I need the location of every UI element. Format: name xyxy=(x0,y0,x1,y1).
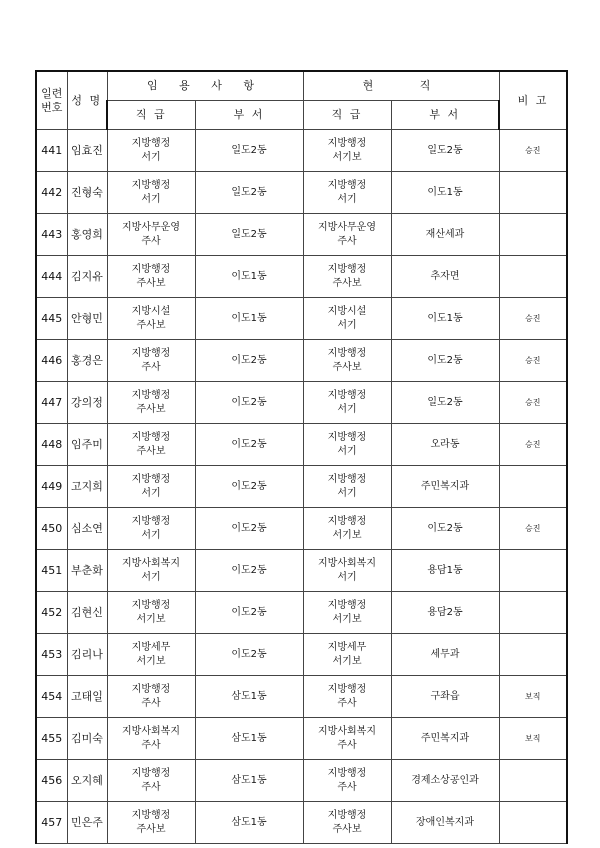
new-grade-series: 지방행정 xyxy=(131,137,171,149)
current-grade xyxy=(303,508,391,550)
new-grade-series: 지방행정 xyxy=(131,431,171,443)
current-grade xyxy=(303,634,391,676)
current-grade-rank: 서기보 xyxy=(332,151,362,163)
current-grade xyxy=(303,340,391,382)
table-row xyxy=(36,130,567,172)
new-grade-rank: 주사보 xyxy=(136,445,166,457)
new-department: 삼도1동 xyxy=(195,718,303,760)
current-grade-rank: 주사 xyxy=(337,781,357,793)
current-grade xyxy=(303,466,391,508)
new-grade-series: 지방행정 xyxy=(131,347,171,359)
new-grade-series: 지방행정 xyxy=(131,599,171,611)
note xyxy=(499,760,567,802)
new-department: 삼도1동 xyxy=(195,676,303,718)
note xyxy=(499,214,567,256)
new-grade xyxy=(107,424,195,466)
person-name: 진형숙 xyxy=(67,172,107,214)
new-grade xyxy=(107,718,195,760)
table-row xyxy=(36,382,567,424)
table-row xyxy=(36,172,567,214)
current-department: 이도2동 xyxy=(391,340,499,382)
header-current-grade: 직 급 xyxy=(303,101,391,130)
serial-number: 453 xyxy=(36,634,67,676)
new-department: 삼도1동 xyxy=(195,802,303,844)
new-grade xyxy=(107,508,195,550)
current-grade-rank: 주사보 xyxy=(332,823,362,835)
new-grade-rank: 서기 xyxy=(141,193,161,205)
serial-number: 443 xyxy=(36,214,67,256)
current-grade xyxy=(303,382,391,424)
table-row xyxy=(36,550,567,592)
person-name: 김현신 xyxy=(67,592,107,634)
new-grade xyxy=(107,676,195,718)
current-grade xyxy=(303,172,391,214)
current-grade-rank: 서기보 xyxy=(332,613,362,625)
header-new-dept: 부 서 xyxy=(195,101,303,130)
note: 보직 xyxy=(499,676,567,718)
current-grade-rank: 서기 xyxy=(337,487,357,499)
table-body xyxy=(36,130,567,844)
new-grade-rank: 주사 xyxy=(141,781,161,793)
current-grade-rank: 서기보 xyxy=(332,529,362,541)
current-grade xyxy=(303,424,391,466)
current-grade-series: 지방행정 xyxy=(327,263,367,275)
current-grade-series: 지방행정 xyxy=(327,431,367,443)
new-department: 이도2동 xyxy=(195,550,303,592)
header-new-grade: 직 급 xyxy=(107,101,195,130)
note xyxy=(499,172,567,214)
new-grade-rank: 주사보 xyxy=(136,403,166,415)
serial-number: 444 xyxy=(36,256,67,298)
current-grade-series: 지방행정 xyxy=(327,137,367,149)
new-grade-rank: 서기보 xyxy=(136,613,166,625)
new-grade-rank: 주사 xyxy=(141,739,161,751)
current-grade xyxy=(303,550,391,592)
new-grade-rank: 주사보 xyxy=(136,277,166,289)
current-department: 장애인복지과 xyxy=(391,802,499,844)
new-grade-rank: 주사 xyxy=(141,361,161,373)
current-department: 일도2동 xyxy=(391,130,499,172)
new-department: 이도1동 xyxy=(195,298,303,340)
header-note: 비 고 xyxy=(499,71,567,130)
new-department: 일도2동 xyxy=(195,130,303,172)
current-grade-series: 지방사무운영 xyxy=(318,221,376,233)
table-row xyxy=(36,718,567,760)
current-department: 오라동 xyxy=(391,424,499,466)
current-grade-series: 지방행정 xyxy=(327,599,367,611)
current-grade-rank: 서기 xyxy=(337,319,357,331)
table-row xyxy=(36,340,567,382)
new-grade-rank: 주사 xyxy=(141,235,161,247)
new-department: 이도2동 xyxy=(195,592,303,634)
new-grade xyxy=(107,172,195,214)
person-name: 안형민 xyxy=(67,298,107,340)
table-row xyxy=(36,592,567,634)
serial-number: 454 xyxy=(36,676,67,718)
current-grade xyxy=(303,214,391,256)
personnel-appointment-table xyxy=(35,70,568,844)
new-grade xyxy=(107,550,195,592)
current-department: 구좌읍 xyxy=(391,676,499,718)
new-grade xyxy=(107,214,195,256)
current-grade-series: 지방행정 xyxy=(327,767,367,779)
note: 승진 xyxy=(499,340,567,382)
current-department: 재산세과 xyxy=(391,214,499,256)
serial-number: 455 xyxy=(36,718,67,760)
person-name: 부춘화 xyxy=(67,550,107,592)
note xyxy=(499,256,567,298)
new-grade xyxy=(107,760,195,802)
current-grade xyxy=(303,718,391,760)
current-department: 용담1동 xyxy=(391,550,499,592)
new-grade-series: 지방행정 xyxy=(131,389,171,401)
new-grade-series: 지방사무운영 xyxy=(122,221,180,233)
current-department: 경제소상공인과 xyxy=(391,760,499,802)
person-name: 홍경은 xyxy=(67,340,107,382)
serial-number: 456 xyxy=(36,760,67,802)
note: 승진 xyxy=(499,508,567,550)
current-grade xyxy=(303,130,391,172)
new-grade xyxy=(107,130,195,172)
new-department: 이도2동 xyxy=(195,340,303,382)
serial-number: 452 xyxy=(36,592,67,634)
current-grade-rank: 주사보 xyxy=(332,277,362,289)
note xyxy=(499,592,567,634)
current-grade-rank: 주사 xyxy=(337,739,357,751)
current-grade xyxy=(303,760,391,802)
note: 승진 xyxy=(499,298,567,340)
table-row xyxy=(36,760,567,802)
new-grade xyxy=(107,340,195,382)
header-serial-number xyxy=(36,71,67,130)
new-grade-series: 지방행정 xyxy=(131,179,171,191)
table-row xyxy=(36,466,567,508)
new-grade-rank: 주사보 xyxy=(136,823,166,835)
note xyxy=(499,802,567,844)
new-department: 일도2동 xyxy=(195,214,303,256)
current-grade xyxy=(303,802,391,844)
new-grade xyxy=(107,466,195,508)
new-grade-rank: 서기 xyxy=(141,151,161,163)
serial-number: 442 xyxy=(36,172,67,214)
new-grade-rank: 서기 xyxy=(141,571,161,583)
person-name: 김리나 xyxy=(67,634,107,676)
table-row xyxy=(36,634,567,676)
note: 보직 xyxy=(499,718,567,760)
current-grade-rank: 서기 xyxy=(337,193,357,205)
serial-number: 450 xyxy=(36,508,67,550)
serial-number: 445 xyxy=(36,298,67,340)
table-row xyxy=(36,424,567,466)
current-grade-series: 지방세무 xyxy=(327,641,367,653)
current-grade-series: 지방행정 xyxy=(327,347,367,359)
new-grade-series: 지방행정 xyxy=(131,473,171,485)
current-grade xyxy=(303,676,391,718)
serial-number: 449 xyxy=(36,466,67,508)
person-name: 김미숙 xyxy=(67,718,107,760)
person-name: 고지희 xyxy=(67,466,107,508)
table-row xyxy=(36,676,567,718)
new-department: 이도2동 xyxy=(195,466,303,508)
new-grade-series: 지방시설 xyxy=(131,305,171,317)
new-grade-rank: 서기 xyxy=(141,487,161,499)
person-name: 강의정 xyxy=(67,382,107,424)
current-grade xyxy=(303,592,391,634)
header-name: 성 명 xyxy=(67,71,107,130)
current-grade-series: 지방행정 xyxy=(327,809,367,821)
new-grade-rank: 서기 xyxy=(141,529,161,541)
person-name: 고태일 xyxy=(67,676,107,718)
new-grade-series: 지방사회복지 xyxy=(122,725,180,737)
person-name: 홍영희 xyxy=(67,214,107,256)
current-grade-rank: 주사 xyxy=(337,235,357,247)
current-grade-rank: 주사 xyxy=(337,697,357,709)
current-department: 이도1동 xyxy=(391,298,499,340)
serial-number: 441 xyxy=(36,130,67,172)
new-grade xyxy=(107,634,195,676)
new-grade xyxy=(107,382,195,424)
current-grade-series: 지방행정 xyxy=(327,389,367,401)
current-grade-series: 지방사회복지 xyxy=(318,725,376,737)
current-department: 이도2동 xyxy=(391,508,499,550)
current-department: 이도1동 xyxy=(391,172,499,214)
new-department: 이도1동 xyxy=(195,256,303,298)
new-grade-rank: 서기보 xyxy=(136,655,166,667)
current-grade-rank: 서기보 xyxy=(332,655,362,667)
current-department: 용담2동 xyxy=(391,592,499,634)
current-department: 주민복지과 xyxy=(391,718,499,760)
new-grade xyxy=(107,802,195,844)
current-department: 세무과 xyxy=(391,634,499,676)
new-grade-series: 지방세무 xyxy=(131,641,171,653)
note xyxy=(499,550,567,592)
current-grade-series: 지방사회복지 xyxy=(318,557,376,569)
header-current-position: 현 직 xyxy=(303,71,499,101)
current-grade-rank: 서기 xyxy=(337,445,357,457)
serial-number: 457 xyxy=(36,802,67,844)
new-department: 이도2동 xyxy=(195,634,303,676)
serial-number: 448 xyxy=(36,424,67,466)
person-name: 김지유 xyxy=(67,256,107,298)
current-grade-series: 지방행정 xyxy=(327,473,367,485)
header-serial-line2: 번호 xyxy=(41,100,63,114)
person-name: 오지혜 xyxy=(67,760,107,802)
table-row xyxy=(36,256,567,298)
current-grade-series: 지방행정 xyxy=(327,683,367,695)
new-department: 일도2동 xyxy=(195,172,303,214)
current-grade-series: 지방행정 xyxy=(327,515,367,527)
note xyxy=(499,634,567,676)
new-grade xyxy=(107,298,195,340)
table-row xyxy=(36,802,567,844)
note: 승진 xyxy=(499,424,567,466)
note: 승진 xyxy=(499,130,567,172)
current-department: 주민복지과 xyxy=(391,466,499,508)
current-grade xyxy=(303,256,391,298)
current-grade-rank: 주사보 xyxy=(332,361,362,373)
header-appointment: 임 용 사 항 xyxy=(107,71,303,101)
new-department: 이도2동 xyxy=(195,424,303,466)
header-serial-line1: 일련 xyxy=(41,86,63,100)
new-grade xyxy=(107,256,195,298)
person-name: 심소연 xyxy=(67,508,107,550)
serial-number: 446 xyxy=(36,340,67,382)
new-grade-series: 지방사회복지 xyxy=(122,557,180,569)
new-department: 이도2동 xyxy=(195,382,303,424)
current-grade xyxy=(303,298,391,340)
table-row xyxy=(36,298,567,340)
note: 승진 xyxy=(499,382,567,424)
new-grade-series: 지방행정 xyxy=(131,767,171,779)
new-department: 삼도1동 xyxy=(195,760,303,802)
current-grade-rank: 서기 xyxy=(337,571,357,583)
current-grade-series: 지방행정 xyxy=(327,179,367,191)
note xyxy=(499,466,567,508)
new-grade-series: 지방행정 xyxy=(131,263,171,275)
new-department: 이도2동 xyxy=(195,508,303,550)
current-department: 추자면 xyxy=(391,256,499,298)
current-department: 일도2동 xyxy=(391,382,499,424)
new-grade-rank: 주사 xyxy=(141,697,161,709)
header-current-dept: 부 서 xyxy=(391,101,499,130)
table-row xyxy=(36,508,567,550)
current-grade-rank: 서기 xyxy=(337,403,357,415)
serial-number: 451 xyxy=(36,550,67,592)
new-grade-series: 지방행정 xyxy=(131,515,171,527)
person-name: 임주미 xyxy=(67,424,107,466)
new-grade-series: 지방행정 xyxy=(131,809,171,821)
new-grade-rank: 주사보 xyxy=(136,319,166,331)
person-name: 민은주 xyxy=(67,802,107,844)
table-row xyxy=(36,214,567,256)
current-grade-series: 지방시설 xyxy=(327,305,367,317)
new-grade xyxy=(107,592,195,634)
new-grade-series: 지방행정 xyxy=(131,683,171,695)
person-name: 임효진 xyxy=(67,130,107,172)
serial-number: 447 xyxy=(36,382,67,424)
